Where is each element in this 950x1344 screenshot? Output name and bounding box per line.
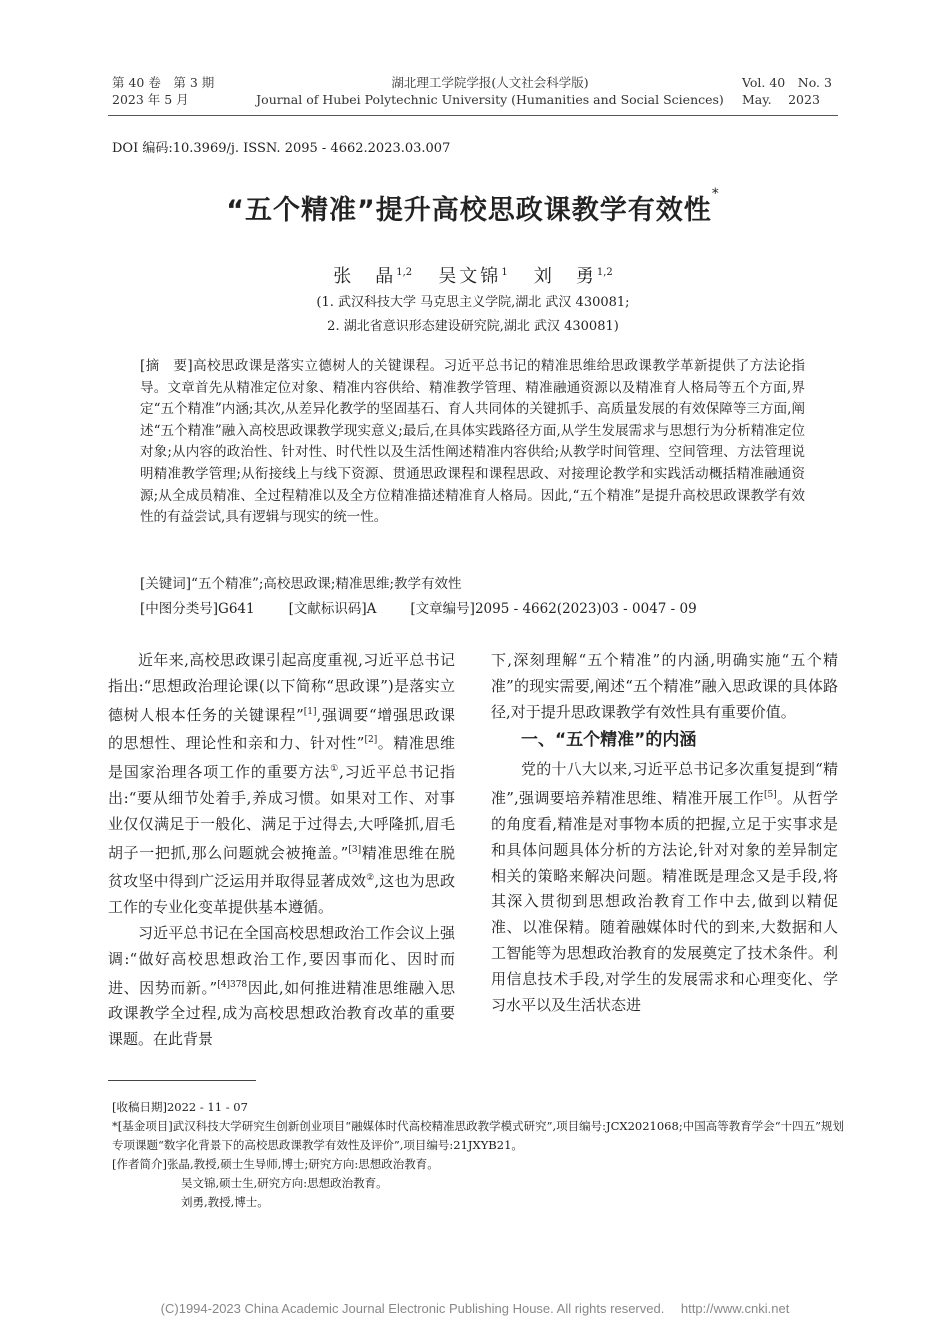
body-paragraph: 下,深刻理解“五个精准”的内涵,明确实施“五个精准”的现实需要,阐述“五个精准”融入思政课的具体路径,对于提升思政课教学有效性具有重要价值。 — [491, 651, 838, 721]
journal-title-en: Journal of Hubei Polytechnic University (Humanities and Social Sciences) — [256, 92, 724, 107]
author-name: 刘 勇 — [533, 266, 597, 287]
abstract-text: 高校思政课是落实立德树人的关键课程。习近平总书记的精准思维给思政课教学革新提供了方法论指导。文章首先从精准定位对象、精准内容供给、精准教学管理、精准融通资源以及精准育人格局等五个方面,界定“五个精准”内涵;其次,从差异化教学的坚固基石、育人共同体的关键抓手、高质量发展的有效保障等三方面,阐述“五个精准”融入高校思政课教学现实意义;最后,在具体实践路径方面,从学生发展需求与思想行为分析精准定位对象;从内容的政治性、针对性、时代性以及生活性阐述精准内容供给;从教学时间管理、空间管理、方法管理说明精准教学管理;从衔接线上与线下资源、贯通思政课程和课程思政、对接理论教学和实践活动概括精准融通资源;从全成员精准、全过程精准以及全方位精准描述精准育人格局。因此,“五个精准”是提升高校思政课教学有效性的有益尝试,具有逻辑与现实的统一性。 — [140, 358, 805, 526]
header-date: 2023 年 5 月 — [112, 92, 189, 107]
citation-ref: [3] — [348, 844, 362, 855]
body-paragraph — [491, 757, 838, 1018]
body-text: 。从哲学的角度看,精准是对事物本质的把握,立足于实事求是和具体问题具体分析的方法论,针对对象的差异制定相关的策略来解决问题。精准既是理念又是手段,将其深入贯彻到思想政治教育工作中去,做到以精促准、以准保精。随着融媒体时代的到来,大数据和人工智能等为思想政治教育的发展奠定了技术条件。利用信息技术手段,对学生的发展需求和心理变化、学习水平以及生活状态进 — [491, 789, 838, 1014]
header-month-year: May. 2023 — [742, 92, 820, 107]
body-paragraph — [108, 921, 455, 1053]
paper-title — [108, 188, 838, 227]
author-affil-mark: 1,2 — [596, 267, 613, 278]
body-text: 因此,如何推进精准思维融入思政课教学全过程,成为高校思想政治教育改革的重要课题。在此背景 — [108, 978, 455, 1049]
section-heading: 一、“五个精准”的内涵 — [521, 730, 697, 751]
article-no-label: [文章编号] — [410, 601, 475, 617]
body-text: 近年来,高校思政课引起高度重视,习近平总书记指出:“思想政治理论课(以下简称“思政课”)是落实立德树人根本任务的关键课程” — [108, 651, 455, 724]
body-text: 党的十八大以来,习近平总书记多次重复提到“精准”,强调要培养精准思维、精准开展工作 — [491, 760, 838, 808]
classification-line — [140, 598, 820, 620]
footnote-rule — [108, 1080, 256, 1081]
bio-line: 吴文锦,硕士生,研究方向:思想政治教育。 — [181, 1176, 388, 1190]
abstract-label: [摘 要] — [140, 358, 193, 374]
header-rule — [108, 115, 838, 116]
title-text: “五个精准”提升高校思政课教学有效性 — [226, 195, 712, 226]
body-right-column — [491, 648, 838, 1018]
body-text: ,强调要“增强思政课的思想性、理论性和亲和力、针对性” — [108, 705, 455, 753]
citation-ref: [2] — [364, 735, 378, 746]
keywords-label: [关键词] — [140, 576, 192, 592]
fund-info: *[基金项目]武汉科技大学研究生创新创业项目“融媒体时代高校精准思政教学模式研究”,项目编号:JCX2021068;中国高等教育学会“十四五”规划专项课题“数字化背景下的高校思政课教学有效性及评价”,项目编号:21JXYB21。 — [112, 1119, 844, 1152]
title-footnote-mark: * — [711, 186, 720, 202]
clc-label: [中图分类号] — [140, 601, 219, 617]
affiliation-line: 2. 湖北省意识形态建设研究院,湖北 武汉 430081) — [327, 319, 619, 334]
copyright-footer: (C)1994-2023 China Academic Journal Electronic Publishing House. All rights reserved. http://www.cnki.net — [160, 1301, 790, 1316]
body-text: 习近平总书记在全国高校思想政治工作会议上强调:“做好高校思想政治工作,要因事而化、因时而进、因势而新。” — [108, 923, 455, 997]
keywords-text: “五个精准”;高校思政课;精准思维;教学有效性 — [191, 576, 462, 592]
citation-ref: [5] — [764, 790, 777, 801]
author-name: 张 晶 — [333, 266, 397, 287]
body-left-column — [108, 648, 455, 1053]
keywords — [140, 573, 805, 595]
body-text: ,习近平总书记指出:“要从细节处着手,养成习惯。如果对工作、对事业仅仅满足于一般化、满足于过得去,大呼隆抓,眉毛胡子一把抓,那么问题就会被掩盖。” — [108, 763, 455, 862]
author-name: 吴文锦 — [438, 266, 502, 287]
affiliations — [108, 291, 838, 339]
bio-label: [作者简介] — [112, 1157, 167, 1171]
citation-ref: [4]378 — [217, 979, 248, 990]
endnote-mark: ① — [330, 764, 340, 775]
author-list — [108, 262, 838, 288]
article-no-value: 2095 - 4662(2023)03 - 0047 - 09 — [474, 601, 697, 617]
abstract — [140, 356, 805, 529]
header-volume-issue: 第 40 卷 第 3 期 — [112, 75, 215, 90]
author-affil-mark: 1 — [501, 267, 508, 278]
clc-value: G641 — [218, 601, 255, 617]
author-affil-mark: 1,2 — [396, 267, 413, 278]
doc-code-label: [文献标识码] — [288, 601, 367, 617]
affiliation-line: (1. 武汉科技大学 马克思主义学院,湖北 武汉 430081; — [316, 295, 630, 310]
body-text: 。精准思维是国家治理各项工作的重要方法 — [108, 734, 455, 782]
header-issue — [112, 74, 214, 108]
header-vol-no: Vol. 40 No. 3 — [742, 75, 832, 90]
footnotes — [112, 1098, 847, 1212]
citation-ref: [1] — [303, 706, 317, 717]
doi: DOI 编码:10.3969/j. ISSN. 2095 - 4662.2023.03.007 — [112, 141, 451, 156]
received-date: [收稿日期]2022 - 11 - 07 — [112, 1100, 248, 1114]
header-journal — [250, 74, 730, 108]
body-text: 精准思维在脱贫攻坚中得到广泛运用并取得显著成效 — [108, 843, 455, 891]
bio-line: 张晶,教授,硕士生导师,博士;研究方向:思想政治教育。 — [166, 1157, 439, 1171]
body-paragraph — [108, 648, 455, 921]
doc-code-value: A — [366, 601, 377, 617]
body-text: ,这也为思政工作的专业化变革提供基本遵循。 — [108, 872, 455, 917]
author-bio — [112, 1155, 847, 1174]
header-issue-en — [742, 74, 832, 108]
journal-title-cn: 湖北理工学院学报(人文社会科学版) — [391, 75, 589, 90]
bio-line: 刘勇,教授,博士。 — [181, 1195, 269, 1209]
endnote-mark: ② — [366, 873, 375, 884]
